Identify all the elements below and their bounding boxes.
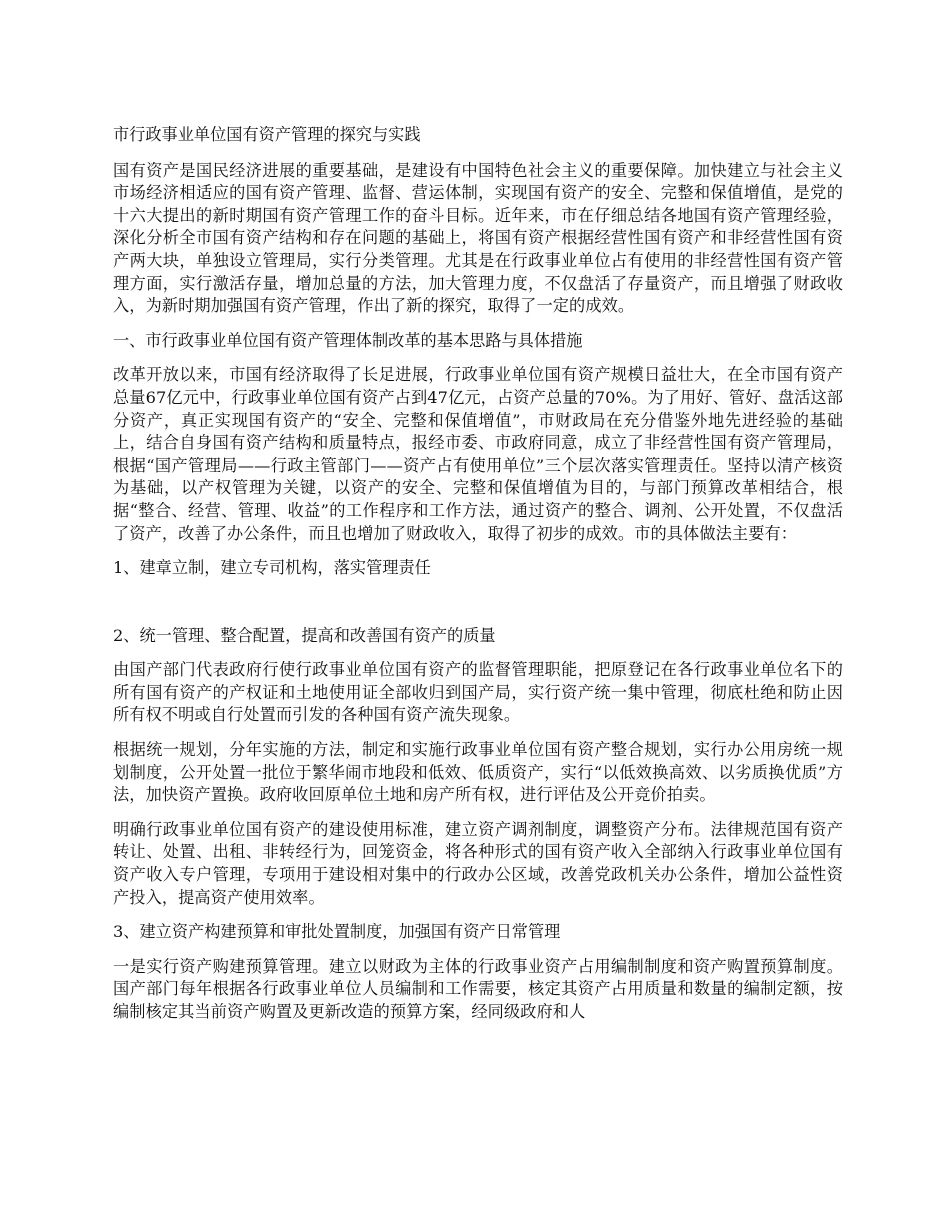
document-body — [113, 124, 843, 1036]
item-3-paragraph-1: 一是实行资产购建预算管理。建立以财政为主体的行政事业资产占用编制制度和资产购置预算制度。国产部门每年根据各行政事业单位人员编制和工作需要，核定其资产占用质量和数量的编制定额，按编制核定其当前资产购置及更新改造的预算方案，经同级政府和人 — [113, 956, 843, 1021]
intro-paragraph: 国有资产是国民经济进展的重要基础，是建设有中国特色社会主义的重要保障。加快建立与社会主义市场经济相适应的国有资产管理、监督、营运体制，实现国有资产的安全、完整和保值增值，是党的十六大提出的新时期国有资产管理工作的奋斗目标。近年来，市在仔细总结各地国有资产管理经验，深化分析全市国有资产结构和存在问题的基础上，将国有资产根据经营性国有资产和非经营性国有资产两大块，单独设立管理局，实行分类管理。尤其是在行政事业单位占有使用的非经营性国有资产管理方面，实行激活存量，增加总量的方法，加大管理力度，不仅盘活了存量资产，而且增强了财政收入，为新时期加强国有资产管理，作出了新的探究，取得了一定的成效。 — [113, 160, 843, 316]
item-2-paragraph-3: 明确行政事业单位国有资产的建设使用标准，建立资产调剂制度，调整资产分布。法律规范国有资产转让、处置、出租、非转经行为，回笼资金，将各种形式的国有资产收入全部纳入行政事业单位国有资产收入专户管理，专项用于建设相对集中的行政办公区域，改善党政机关办公条件，增加公益性资产投入，提高资产使用效率。 — [113, 819, 843, 907]
item-3-heading: 3、建立资产构建预算和审批处置制度，加强国有资产日常管理 — [113, 922, 561, 942]
document-title: 市行政事业单位国有资产管理的探究与实践 — [113, 125, 421, 144]
section-1-paragraph: 改革开放以来，市国有经济取得了长足进展，行政事业单位国有资产规模日益壮大，在全市国有资产总量67亿元中，行政事业单位国有资产占到47亿元，占资产总量的70%。为了用好、管好、盘活这部分资产，真正实现国有资产的“安全、完整和保值增值”，市财政局在充分借鉴外地先进经验的基础上，结合自身国有资产结构和质量特点，报经市委、市政府同意，成立了非经营性国有资产管理局，根据“国产管理局——行政主管部门——资产占有使用单位”三个层次落实管理责任。坚持以清产核资为基础，以产权管理为关键，以资产的安全、完整和保值增值为目的，与部门预算改革相结合，根据“整合、经营、管理、收益”的工作程序和工作方法，通过资产的整合、调剂、公开处置，不仅盘活了资产，改善了办公条件，而且也增加了财政收入，取得了初步的成效。市的具体做法主要有： — [113, 365, 843, 543]
item-2-paragraph-1: 由国产部门代表政府行使行政事业单位国有资产的监督管理职能，把原登记在各行政事业单位名下的所有国有资产的产权证和土地使用证全部收归到国产局，实行资产统一集中管理，彻底杜绝和防止因所有权不明或自行处置而引发的各种国有资产流失现象。 — [113, 660, 843, 725]
item-1-heading: 1、建章立制，建立专司机构，落实管理责任 — [113, 558, 431, 578]
section-1-heading: 一、市行政事业单位国有资产管理体制改革的基本思路与具体措施 — [113, 330, 583, 350]
item-2-heading: 2、统一管理、整合配置，提高和改善国有资产的质量 — [113, 625, 496, 645]
item-2-paragraph-2: 根据统一规划，分年实施的方法，制定和实施行政事业单位国有资产整合规划，实行办公用房统一规划制度，公开处置一批位于繁华闹市地段和低效、低质资产，实行“以低效换高效、以劣质换优质”方法，加快资产置换。政府收回原单位土地和房产所有权，进行评估及公开竞价拍卖。 — [113, 740, 843, 805]
